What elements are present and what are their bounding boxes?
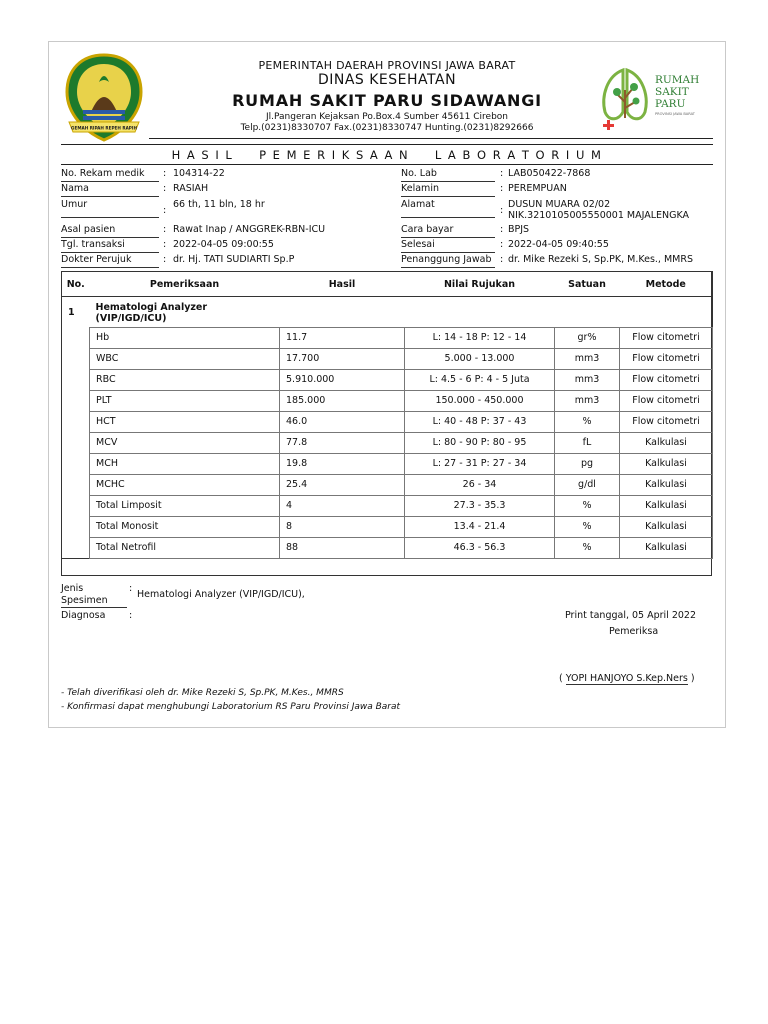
- header-government-line: PEMERINTAH DAERAH PROVINSI JAWA BARAT: [258, 59, 516, 72]
- lab-report-sheet: GEMAH RIPAH REPEH RAPIH PEMERINTAH DAERAH PROVINSI JAWA BARAT DINAS KESEHATAN RUMAH SAKIT PARU SIDAWANGI Jl.Pangeran Kejaksan Po.Box.4 Sumber 45611 Cirebon Telp.(0231)8330707 Fax.(0231)8330747 Hunting.(0231)8292666 RUMAH SAKIT PARU PROVINSI JAWA BARAT H A S I L P E M E R I K S A A N L A B O R A T O R I U M No. Rekam medik : 104314-22 Nama : RASIAH Umur : 66 th, 11 bln, 18 hr Asal pasien : Rawat Inap / ANGGREK-RBN-ICU Tgl. transaksi : 2022-04-05 09:00:55 Dokter Perujuk : dr. Hj. TATI SUDIARTI Sp.P No. Lab : LAB050422-7868 Kelamin : PEREMPUAN Alamat : DUSUN MUARA 02/02 NIK.3210105005550001 MAJALENGKA Cara bayar : BPJS Selesai : 2022-04-05 09:40:55 Penanggung Jawab : dr. Mike Rezeki S, Sp.PK, M.Kes., MMRS No. Pemeriksaan Hasil Nilai Rujukan Satuan Metode 1 Hematologi Analyzer (VIP/IGD/ICU) Hb 11.7 L: 14 - 18 P: 12 - 14 gr% Flow citometri WBC 17.700 5.000 - 13.000 mm3 Flow citometri RBC 5.910.000 L: 4.5 - 6 P: 4 - 5 Juta mm3 Flow citometri PLT 185.000 150.000 - 450.000 mm3 Flow citometri HCT 46.0 L: 40 - 48 P: 37 - 43 % Flow citometri MCV 77.8 L: 80 - 90 P: 80 - 95 fL Kalkulasi MCH 19.8 L: 27 - 31 P: 27 - 34 pg Kalkulasi MCHC 25.4 26 - 34 g/dl Kalkulasi Total Limposit 4 27.3 - 35.3 % Kalkulasi Total Monosit 8 13.4 - 21.4 % Kalkulasi Total Netrofil 88 46.3 - 56.3 % Kalkulasi Jenis Spesimen : Hematologi Analyzer (VIP/IGD/ICU), Diagnosa : Print tanggal, 05 April 2022 Pemeriksa ( YOPI HANJOYO S.Kep.Ners ) - Telah diverifikasi oleh dr. Mike Rezeki S, Sp.PK, M.Kes., MMRS - Konfirmasi dapat menghubungi Laboratorium RS Paru Provinsi Jawa Barat: [48, 41, 726, 728]
- header-divider-2: [61, 144, 713, 145]
- table-row: Total Monosit 8 13.4 - 21.4 % Kalkulasi: [62, 516, 713, 537]
- logo-subtitle: PROVINSI JAWA BARAT: [655, 112, 695, 116]
- rumah-sakit-paru-logo: [597, 62, 707, 130]
- header-agency-line: DINAS KESEHATAN: [317, 72, 457, 88]
- value-rekam-medik: 104314-22: [173, 168, 225, 179]
- table-row: HCT 46.0 L: 40 - 48 P: 37 - 43 % Flow citometri: [62, 411, 713, 432]
- table-row: Total Netrofil 88 46.3 - 56.3 % Kalkulasi: [62, 537, 713, 558]
- value-tgl-transaksi: 2022-04-05 09:00:55: [173, 239, 274, 250]
- print-date: Print tanggal, 05 April 2022: [565, 610, 697, 621]
- value-cara-bayar: BPJS: [508, 224, 530, 235]
- table-row: WBC 17.700 5.000 - 13.000 mm3 Flow citometri: [62, 348, 713, 369]
- label-dokter-perujuk: Dokter Perujuk: [61, 254, 132, 265]
- crest-motto: GEMAH RIPAH REPEH RAPIH: [71, 125, 137, 131]
- signer: YOPI HANJOYO S.Kep.Ners: [565, 673, 688, 684]
- value-alamat: DUSUN MUARA 02/02: [508, 199, 611, 210]
- value-jenis-spesimen: Hematologi Analyzer (VIP/IGD/ICU),: [137, 589, 305, 600]
- logo-word-rumah: RUMAH: [655, 74, 700, 86]
- col-header-hasil: Hasil: [280, 272, 405, 297]
- report-title: H A S I L P E M E R I K S A A N L A B O R A T O R I U M: [171, 148, 603, 162]
- label-alamat: Alamat: [401, 199, 435, 210]
- logo-word-sakit: SAKIT: [655, 86, 689, 98]
- table-header-row: [62, 272, 713, 297]
- col-header-nilai-rujukan: Nilai Rujukan: [405, 272, 555, 297]
- value-alamat-nik: NIK.3210105005550001 MAJALENGKA: [508, 210, 690, 221]
- header-divider: [149, 138, 713, 139]
- hospital-name: RUMAH SAKIT PARU SIDAWANGI: [232, 91, 542, 110]
- group-number: 1: [68, 306, 75, 318]
- value-no-lab: LAB050422-7868: [508, 168, 591, 179]
- logo-word-paru: PARU: [655, 98, 686, 110]
- title-divider: [61, 164, 713, 165]
- value-asal-pasien: Rawat Inap / ANGGREK-RBN-ICU: [173, 224, 326, 235]
- results-table: [61, 271, 713, 559]
- pemeriksa-label: Pemeriksa: [609, 626, 659, 637]
- label-no-lab: No. Lab: [401, 168, 437, 179]
- signer-name: ( YOPI HANJOYO S.Kep.Ners ): [559, 673, 695, 684]
- table-row: MCH 19.8 L: 27 - 31 P: 27 - 34 pg Kalkulasi: [62, 453, 713, 474]
- confirmation-note: - Konfirmasi dapat menghubungi Laboratorium RS Paru Provinsi Jawa Barat: [61, 702, 401, 712]
- group-name: Hematologi Analyzer (VIP/IGD/ICU): [95, 301, 208, 324]
- value-penanggung-jawab: dr. Mike Rezeki S, Sp.PK, M.Kes., MMRS: [508, 254, 693, 265]
- label-jenis: Jenis: [61, 583, 84, 594]
- label-nama: Nama: [61, 183, 90, 194]
- value-dokter-perujuk: dr. Hj. TATI SUDIARTI Sp.P: [173, 254, 295, 265]
- hospital-phone: Telp.(0231)8330707 Fax.(0231)8330747 Hunting.(0231)8292666: [240, 123, 534, 133]
- table-row: Hb 11.7 L: 14 - 18 P: 12 - 14 gr% Flow citometri: [62, 327, 713, 348]
- label-spesimen: Spesimen: [61, 595, 108, 606]
- verification-note: - Telah diverifikasi oleh dr. Mike Rezeki S, Sp.PK, M.Kes., MMRS: [61, 688, 344, 698]
- label-asal-pasien: Asal pasien: [61, 224, 116, 235]
- value-kelamin: PEREMPUAN: [508, 183, 567, 194]
- table-row: Total Limposit 4 27.3 - 35.3 % Kalkulasi: [62, 495, 713, 516]
- label-tgl-transaksi: Tgl. transaksi: [61, 239, 125, 250]
- table-row: MCHC 25.4 26 - 34 g/dl Kalkulasi: [62, 474, 713, 495]
- col-header-pemeriksaan: Pemeriksaan: [90, 272, 280, 297]
- table-row: RBC 5.910.000 L: 4.5 - 6 P: 4 - 5 Juta mm3 Flow citometri: [62, 369, 713, 390]
- value-umur: 66 th, 11 bln, 18 hr: [173, 199, 265, 210]
- col-header-metode: Metode: [620, 272, 713, 297]
- col-header-satuan: Satuan: [555, 272, 620, 297]
- col-header-no: No.: [62, 272, 90, 297]
- value-selesai: 2022-04-05 09:40:55: [508, 239, 609, 250]
- label-umur: Umur: [61, 199, 88, 210]
- group-row: [62, 297, 713, 328]
- value-nama: RASIAH: [173, 183, 209, 194]
- label-rekam-medik: No. Rekam medik: [61, 168, 145, 179]
- label-cara-bayar: Cara bayar: [401, 224, 454, 235]
- hospital-address: Jl.Pangeran Kejaksan Po.Box.4 Sumber 45611 Cirebon: [265, 112, 508, 122]
- label-diagnosa: Diagnosa: [61, 610, 106, 621]
- label-selesai: Selesai: [401, 239, 435, 250]
- table-row: MCV 77.8 L: 80 - 90 P: 80 - 95 fL Kalkulasi: [62, 432, 713, 453]
- label-penanggung-jawab: Penanggung Jawab: [401, 254, 492, 265]
- table-row: PLT 185.000 150.000 - 450.000 mm3 Flow citometri: [62, 390, 713, 411]
- label-kelamin: Kelamin: [401, 183, 439, 194]
